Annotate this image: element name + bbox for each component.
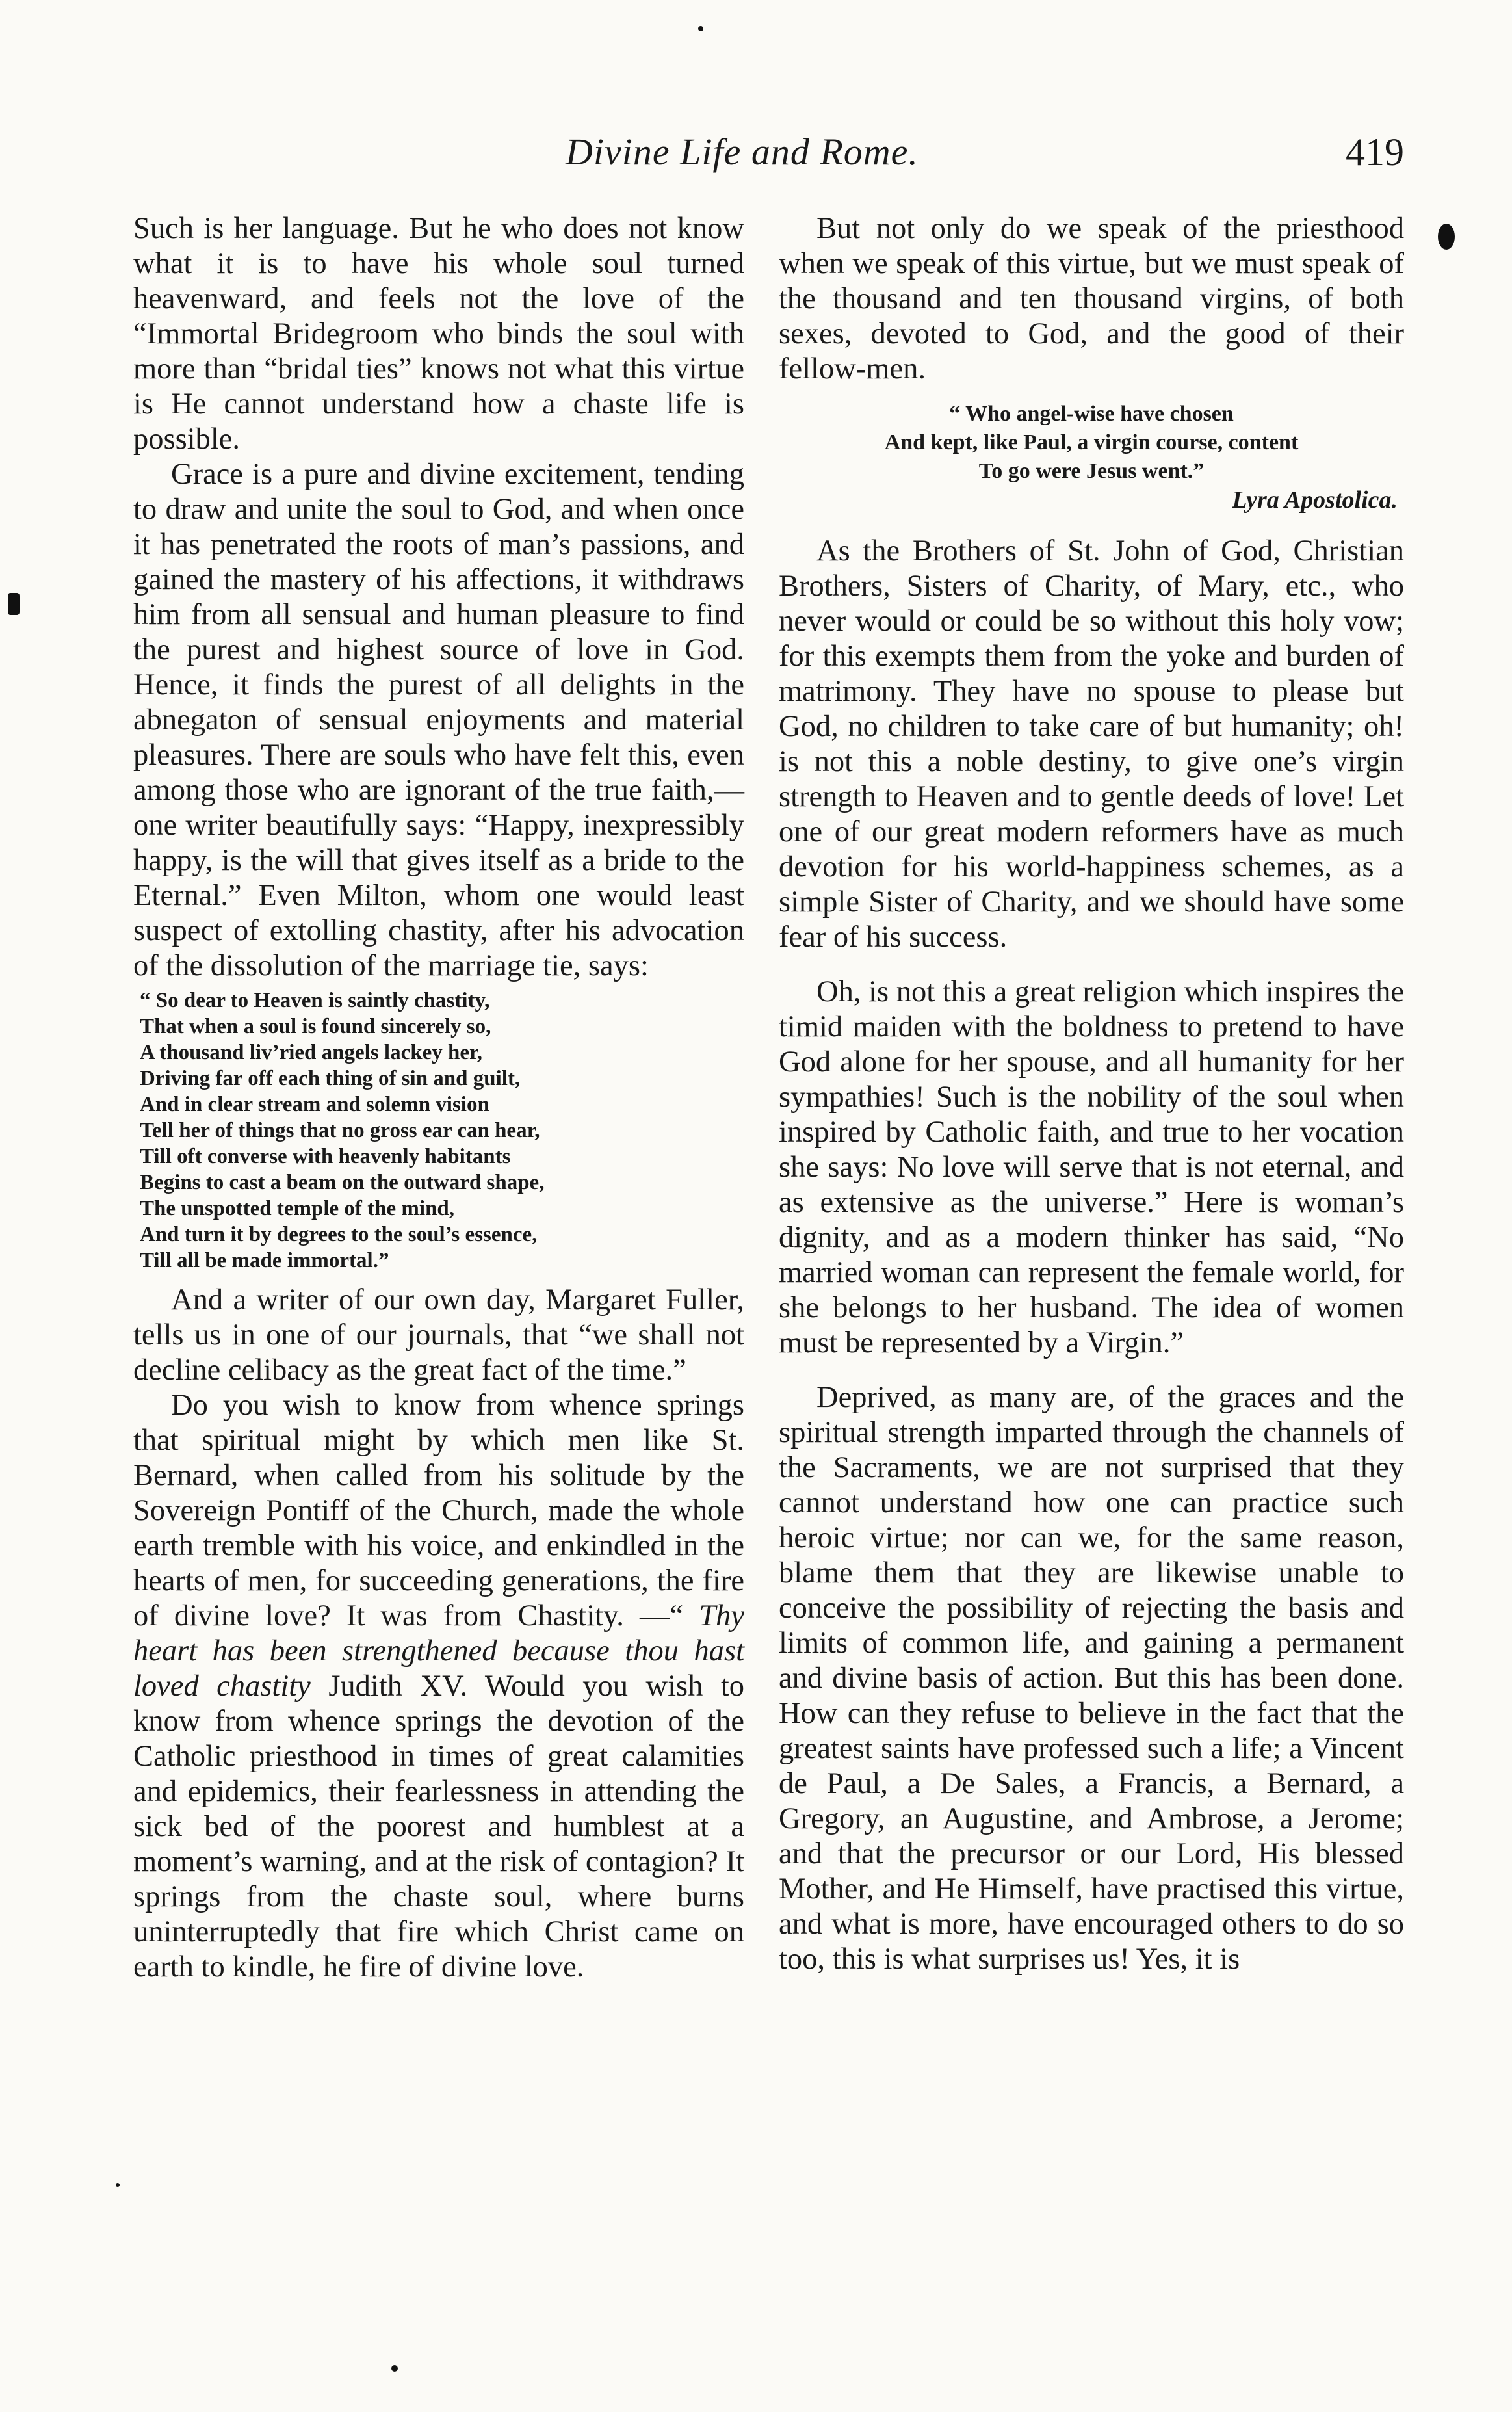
running-title: Divine Life and Rome. bbox=[566, 131, 919, 173]
verse-line: That when a soul is found sincerely so, bbox=[140, 1015, 491, 1038]
verse-line: Till all be made immortal.” bbox=[140, 1249, 389, 1272]
verse-line: Begins to cast a beam on the outward shape, bbox=[140, 1171, 545, 1194]
paragraph-text: Judith XV. Would you wish to know from whence springs the devotion of the Catholic priesthood in times of great calamities and epidemics, their fearlessness in attending the sick bed of the poorest and humblest at a moment’s warning, and at the risk of contagion? It springs from the chaste soul, where burns uninterruptedly that fire which Christ came on earth to kindle, he fire of divine love. bbox=[133, 1670, 744, 1984]
paragraph bbox=[133, 1388, 744, 1985]
left-column bbox=[133, 211, 744, 1985]
lyra-quote bbox=[779, 400, 1404, 514]
quote-line: And kept, like Paul, a virgin course, content bbox=[884, 430, 1299, 454]
paragraph: And a writer of our own day, Margaret Fuller, tells us in one of our journals, that “we shall not decline celibacy as the great fact of the time.” bbox=[133, 1283, 744, 1387]
paragraph: Oh, is not this a great religion which inspires the timid maiden with the boldness to pretend to have God alone for her spouse, and all humanity for her sympathies! Such is the nobility of the soul when inspired by Catholic faith, and true to her vocation she says: No love will serve that is not eternal, and as extensive as the universe.” Here is woman’s dignity, and as a modern thinker has said, “No married woman can represent the female world, for she belongs to her husband. The idea of women must be represented by a Virgin.” bbox=[779, 975, 1405, 1359]
verse-line: A thousand liv’ried angels lackey her, bbox=[140, 1041, 482, 1064]
paragraph: As the Brothers of St. John of God, Christian Brothers, Sisters of Charity, of Mary, etc., who never would or could be so without this holy vow; for this exempts them from the yoke and burden of matrimony. They have no spouse to please but God, no children to take care of but humanity; oh! is not this a noble destiny, to give one’s virgin strength to Heaven and to gentle deeds of love! Let one of our great modern reformers have as much devotion for his world-happiness schemes, as a simple Sister of Charity, and we should have some fear of his success. bbox=[779, 534, 1404, 954]
milton-verse bbox=[140, 988, 744, 1274]
scan-mark bbox=[116, 2183, 120, 2187]
quote-line: “ Who angel-wise have chosen bbox=[949, 402, 1234, 426]
verse-line: “ So dear to Heaven is saintly chastity, bbox=[140, 989, 490, 1012]
quote-line: To go were Jesus went.” bbox=[978, 459, 1205, 483]
paragraph: Grace is a pure and divine excitement, tending to draw and unite the soul to God, and when once it has penetrated the roots of man’s passions, and gained the mastery of his affections, it withdraws him from all sensual and human pleasure to find the purest and highest source of love in God. Hence, it finds the purest of all delights in the abnegaton of sensual enjoyments and material pleasures. There are souls who have felt this, even among those who are ignorant of the true faith,—one writer beautifully says: “Happy, inexpressibly happy, is the will that gives itself as a bride to the Eternal.” Even Milton, whom one would least suspect of extolling chastity, after his advocation of the dissolution of the marriage tie, says: bbox=[133, 458, 744, 982]
paragraph-text: Do you wish to know from whence springs that spiritual might by which men like St. Bernard, when called from his solitude by the Sovereign Pontiff of the Church, made the whole earth tremble with his voice, and enkindled in the hearts of men, for succeeding generations, the fire of divine love? It was from Chastity. —“ bbox=[133, 1389, 744, 1632]
verse-line: Tell her of things that no gross ear can hear, bbox=[140, 1119, 540, 1142]
verse-line: And turn it by degrees to the soul’s essence, bbox=[140, 1223, 538, 1246]
paragraph: Such is her language. But he who does not know what it is to have his whole soul turned heavenward, and feels not the love of the “Immortal Bridegroom who binds the soul with more than “bridal ties” knows not what this virtue is He cannot understand how a chaste life is possible. bbox=[133, 212, 744, 456]
running-header bbox=[566, 130, 1404, 189]
quote-attribution: Lyra Apostolica. bbox=[1232, 486, 1398, 514]
page-number: 419 bbox=[1346, 131, 1404, 174]
verse-line: The unspotted temple of the mind, bbox=[140, 1197, 455, 1220]
paragraph: But not only do we speak of the priesthood when we speak of this virtue, but we must speak of the thousand and ten thousand virgins, of both sexes, devoted to God, and the good of their fellow-men. bbox=[779, 212, 1404, 386]
scan-mark bbox=[698, 26, 703, 31]
paragraph: Deprived, as many are, of the graces and the spiritual strength imparted through the channels of the Sacraments, we are not surprised that they cannot understand how one can practice such heroic virtue; nor can we, for the same reason, blame them that they are likewise unable to conceive the possibility of rejecting the basis and limits of common life, and gaining a permanent and divine basis of action. But this has been done. How can they refuse to believe in the fact that the greatest saints have professed such a life; a Vincent de Paul, a De Sales, a Francis, a Bernard, a Gregory, an Augustine, and Ambrose, a Jerome; and that the precursor or our Lord, His blessed Mother, and He Himself, have practised this virtue, and what is more, have encouraged others to do so too, this is what surprises us! Yes, it is bbox=[779, 1381, 1404, 1976]
scripture-quote: Thy heart has been strengthened because thou hast loved chastity bbox=[133, 1599, 744, 1703]
verse-line: And in clear stream and solemn vision bbox=[140, 1093, 489, 1116]
verse-line: Till oft converse with heavenly habitants bbox=[140, 1145, 511, 1168]
scan-mark bbox=[1438, 224, 1455, 250]
scan-mark bbox=[391, 2365, 398, 2372]
verse-line: Driving far off each thing of sin and guilt, bbox=[140, 1067, 521, 1090]
right-column bbox=[779, 211, 1404, 1977]
scan-mark bbox=[8, 593, 20, 615]
